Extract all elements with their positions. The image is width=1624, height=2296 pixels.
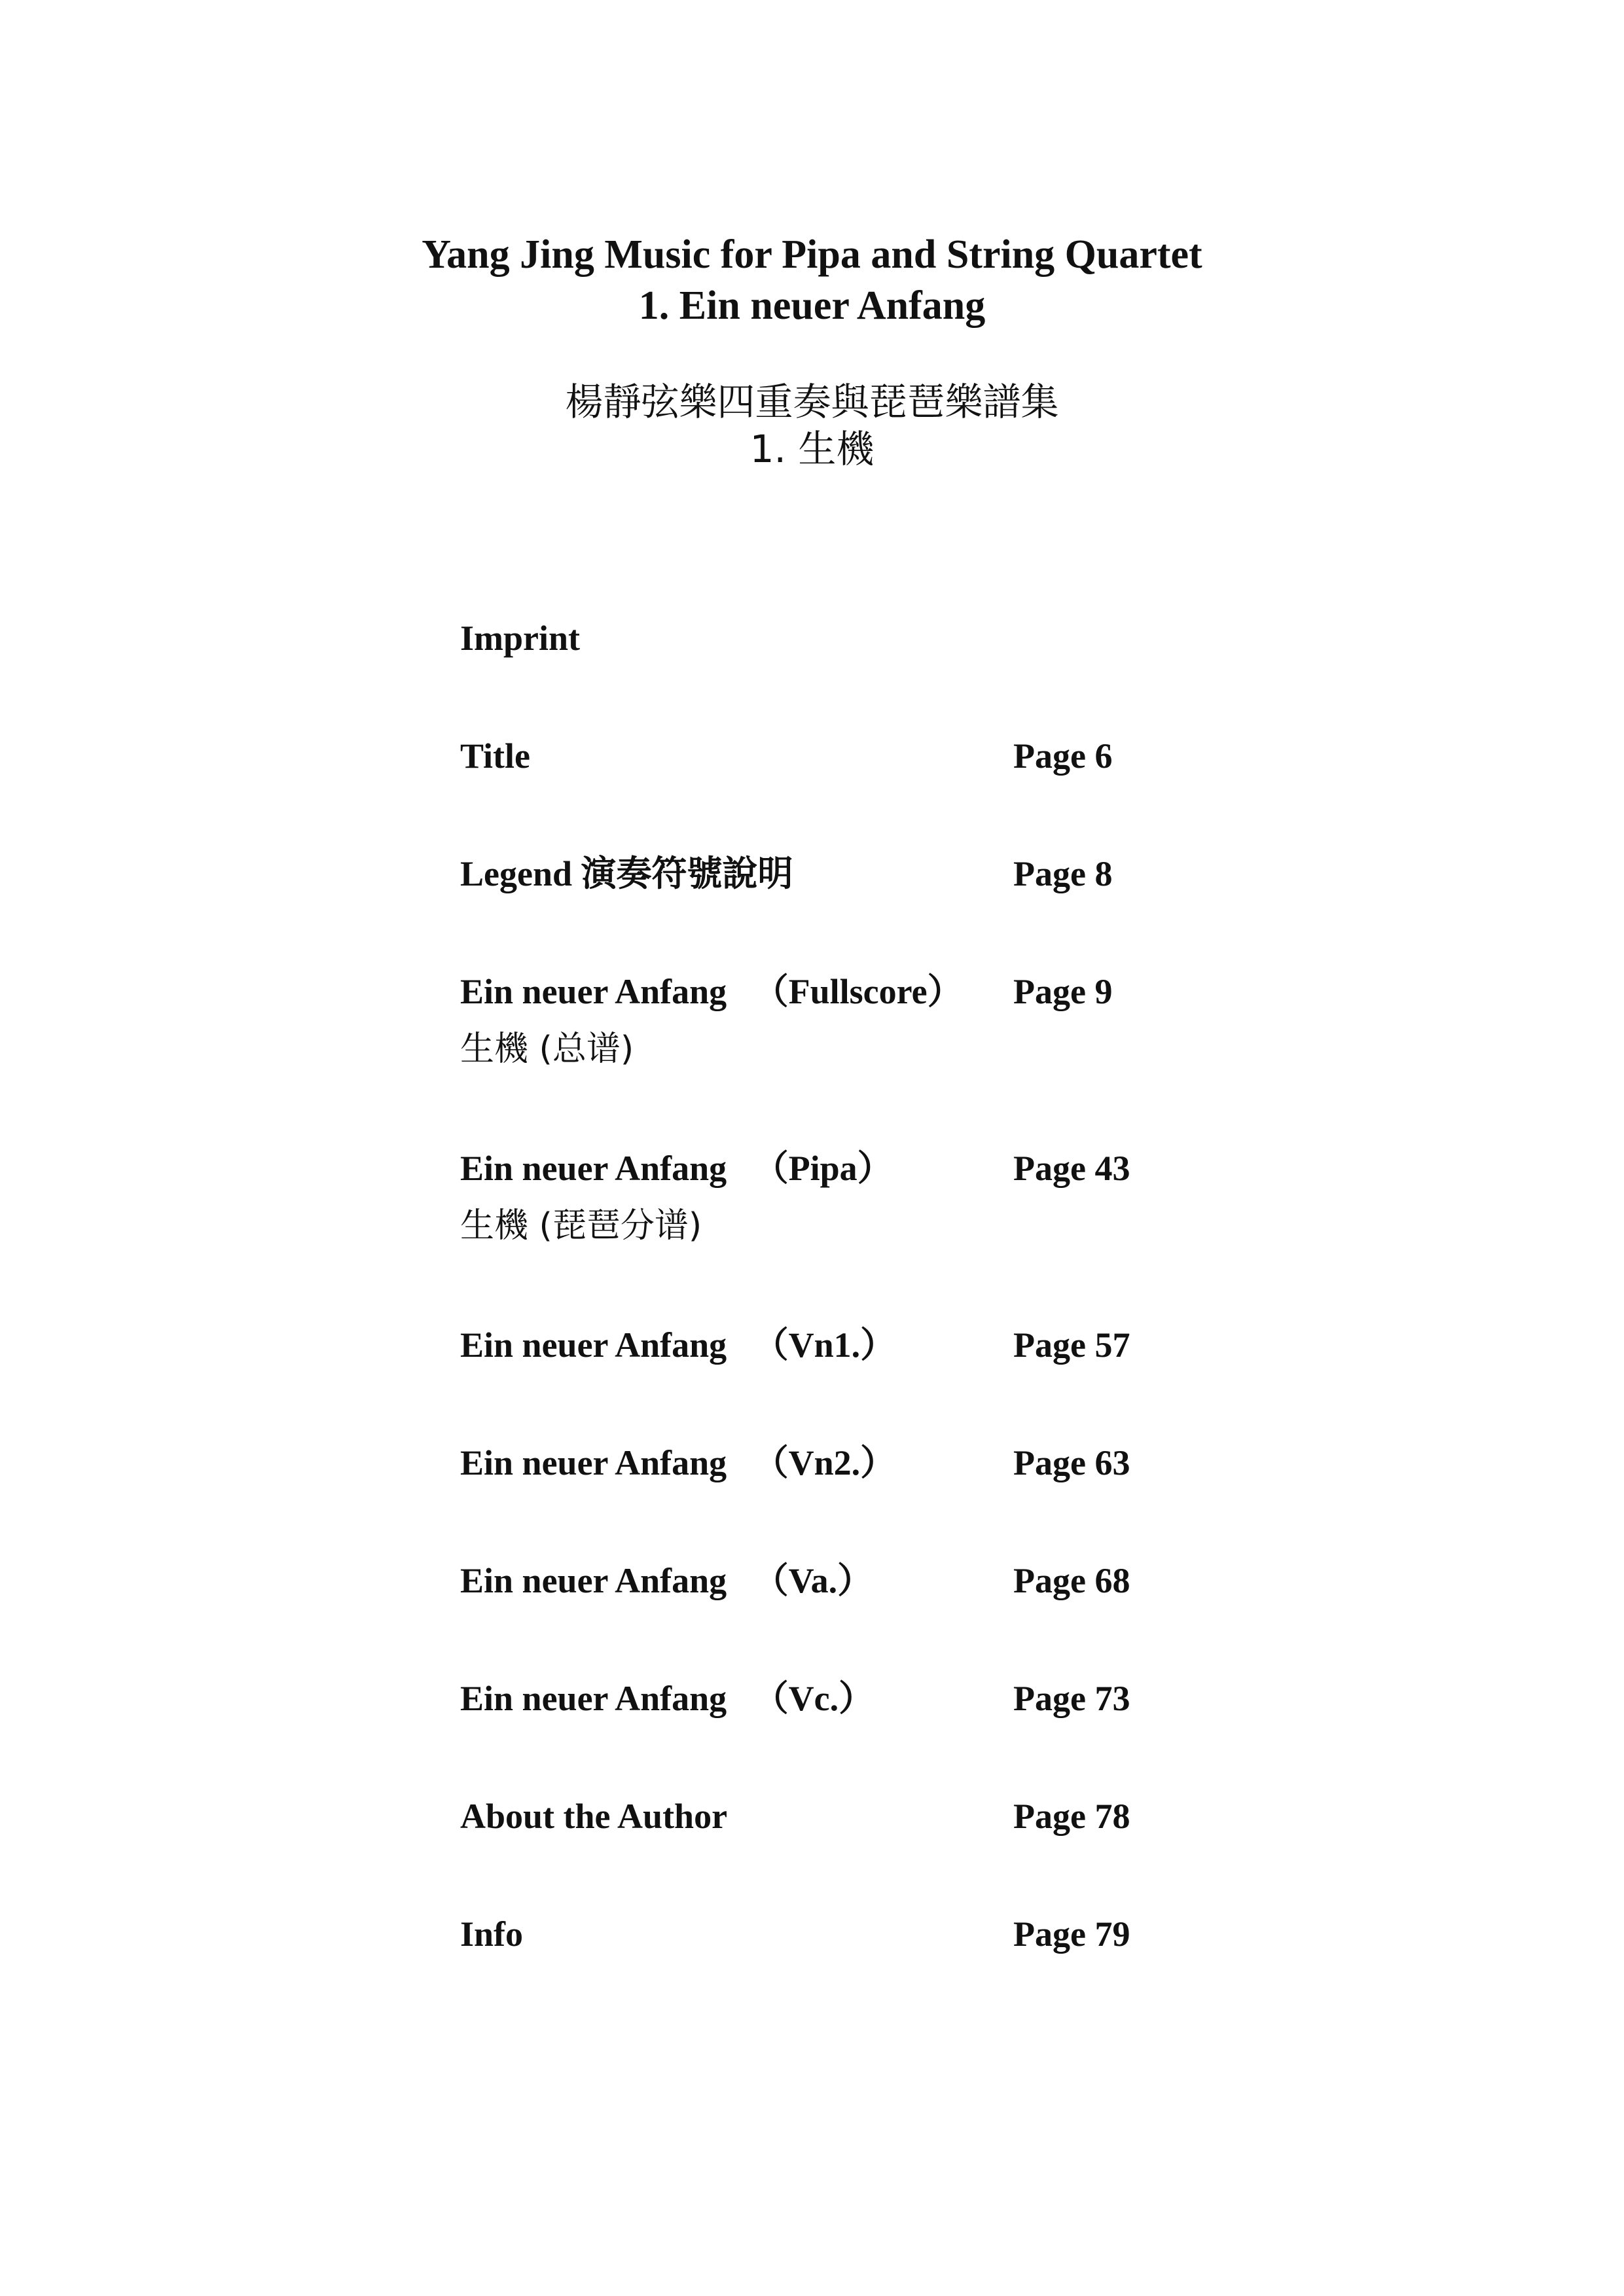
title-english-line2: 1. Ein neuer Anfang <box>638 283 986 328</box>
toc-label: Ein neuer Anfang （Va.） <box>460 1561 873 1600</box>
toc-entry-viola[interactable] <box>460 1558 1377 1662</box>
toc-page-number: Page 63 <box>1013 1443 1130 1482</box>
toc-label-chinese: 生機 (总谱) <box>460 1030 634 1069</box>
toc-entry-violin2[interactable] <box>460 1440 1377 1545</box>
toc-page-number: Page 78 <box>1013 1797 1130 1836</box>
title-chinese-line2: 1. 生機 <box>749 427 875 471</box>
toc-page-number: Page 43 <box>1013 1149 1130 1188</box>
toc-entry-cello[interactable] <box>460 1676 1377 1780</box>
toc-label: Legend 演奏符號說明 <box>460 854 793 893</box>
toc-label: Ein neuer Anfang （Fullscore） <box>460 972 963 1011</box>
toc-label: Ein neuer Anfang （Pipa） <box>460 1149 893 1188</box>
toc-label: Ein neuer Anfang （Vn1.） <box>460 1325 896 1365</box>
toc-label: Ein neuer Anfang （Vn2.） <box>460 1443 896 1482</box>
toc-entry-pipa[interactable] <box>460 1145 1377 1250</box>
toc-page-number: Page 57 <box>1013 1325 1130 1365</box>
toc-label: Ein neuer Anfang （Vc.） <box>460 1679 875 1718</box>
toc-label: Imprint <box>460 619 581 658</box>
toc-entry-imprint[interactable] <box>460 615 1377 720</box>
toc-entry-fullscore[interactable] <box>460 969 1377 1073</box>
toc-label: About the Author <box>460 1797 728 1836</box>
toc-label: Info <box>460 1914 524 1954</box>
toc-entry-title[interactable] <box>460 733 1377 838</box>
toc-page-number: Page 9 <box>1013 972 1113 1011</box>
toc-page-number: Page 6 <box>1013 736 1113 776</box>
toc-page-number: Page 73 <box>1013 1679 1130 1718</box>
toc-entry-violin1[interactable] <box>460 1322 1377 1427</box>
toc-page-number: Page 68 <box>1013 1561 1130 1600</box>
toc-entry-legend[interactable] <box>460 851 1377 956</box>
toc-page-number: Page 79 <box>1013 1914 1130 1954</box>
toc-label-chinese: 生機 (琵琶分谱) <box>460 1206 702 1246</box>
toc-entry-info[interactable] <box>460 1911 1377 2016</box>
toc-entry-about-author[interactable] <box>460 1793 1377 1898</box>
title-chinese-line1: 楊靜弦樂四重奏與琵琶樂譜集 <box>565 380 1059 424</box>
title-english-line1: Yang Jing Music for Pipa and String Quartet <box>422 232 1202 277</box>
toc-label: Title <box>460 736 530 776</box>
toc-page-number: Page 8 <box>1013 854 1113 893</box>
